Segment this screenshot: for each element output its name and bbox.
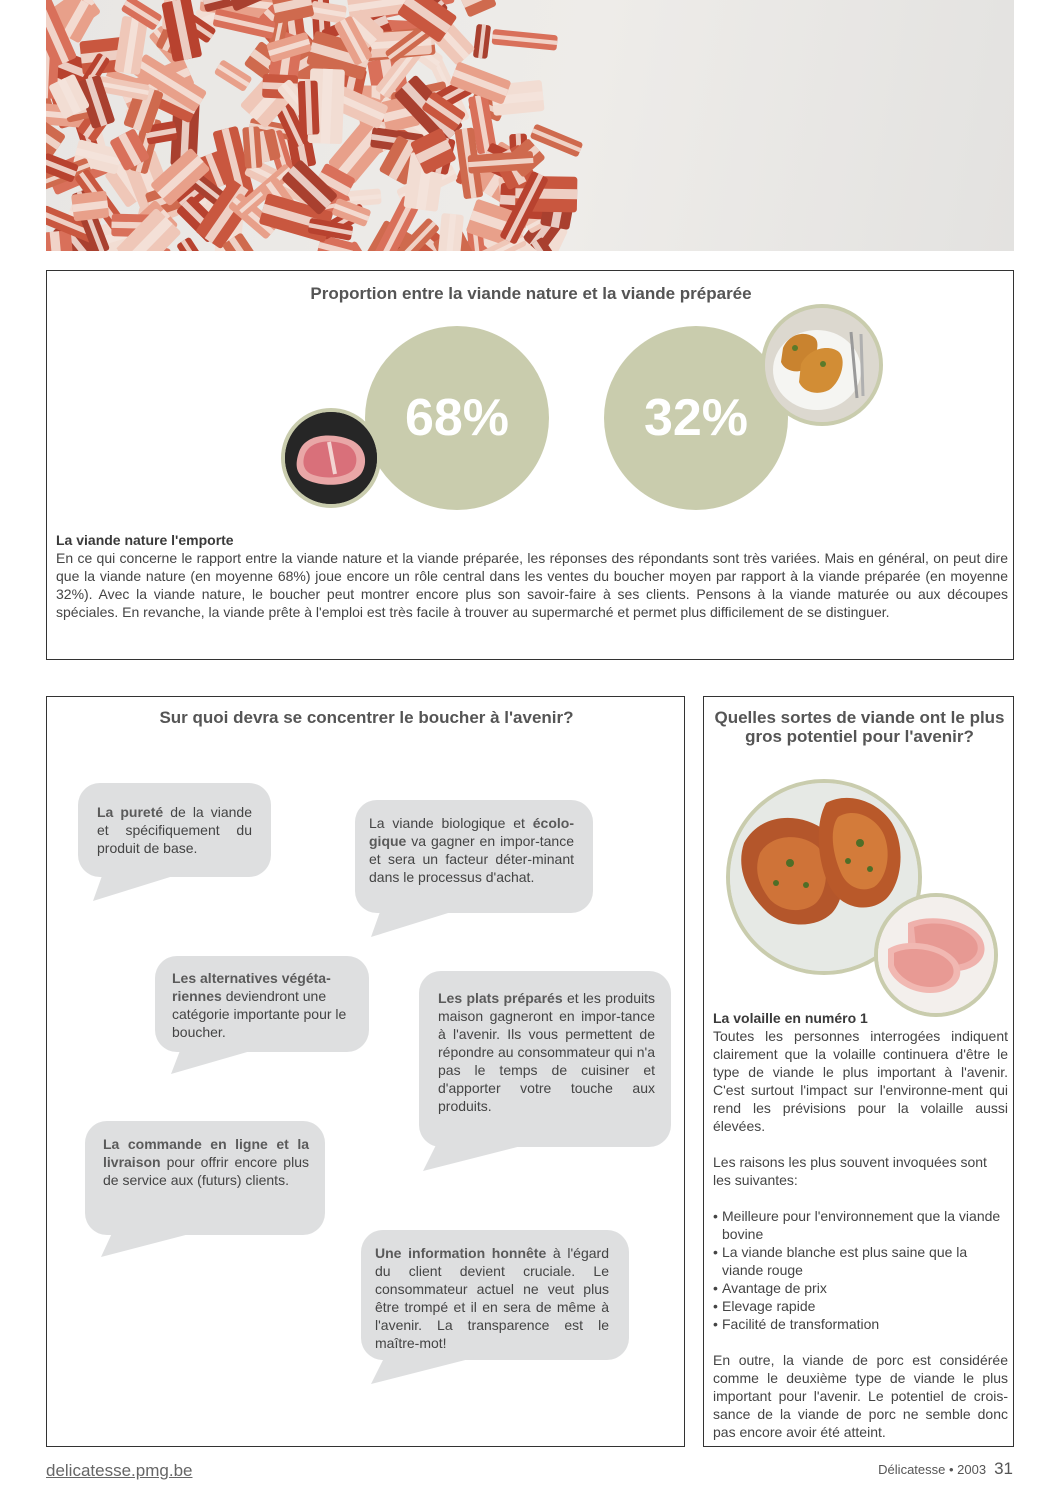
bubble-tail-icon [371,909,461,939]
bubble-text-pre: La viande biologique et [369,815,533,831]
list-item: • Elevage rapide [713,1297,1008,1315]
bubble-text: de la viande et spécifiquement du produit de base. [97,804,252,856]
pork-chop-photo-icon [874,893,998,1017]
bubble-bold: Les alternatives végéta-riennes [172,970,331,1004]
speech-bubble-vegetarian [155,956,369,1052]
bubble-text: va gagner en impor-tance et sera un facteur déter-minant dans le processus d'achat. [369,833,574,885]
potential-paragraph-3: En outre, la viande de porc est considérée comme le deuxième type de viande le plus important pour l'avenir. Le potentiel de crois-sance de la viande de porc ne semble donc pas encore avoir été atteint. [713,1352,1008,1440]
issue-label: Délicatesse • 2003 [878,1462,987,1477]
bacon-photo-icon [46,0,1014,251]
bubble-text: et les produits maison gagneront en impor-tance à l'avenir. Ils vous permettent de répondre au consommateur qui n'a pas le temps de cuisiner et d'apporter votre touche aux produits. [438,990,655,1114]
bubble-bold: La pureté [97,804,164,820]
nature-percent-circle [365,326,549,510]
speech-bubble-honest-info [361,1230,629,1360]
focus-title: Sur quoi devra se concentrer le boucher à l'avenir? [159,708,574,727]
bubble-text: à l'égard du client devient cruciale. Le consommateur actuel ne veut plus être trompé et il en sera de même à l'avenir. La transparence est le maître-mot! [375,1245,609,1351]
hero-bacon-photo [46,0,1014,251]
nature-percent: 68% [404,389,510,447]
prepared-percent: 32% [643,389,749,447]
bubble-tail-icon [101,1231,201,1259]
list-item: • Facilité de transformation [713,1315,1008,1333]
proportion-subhead: La viande nature l'emporte [56,532,234,548]
speech-bubble-purity [78,783,271,877]
reasons-list [713,1207,1008,1333]
potential-text [713,1009,1008,1459]
bubble-bold: écolo-gique [369,815,574,849]
bubble-tail-icon [171,1048,261,1076]
list-item: • La viande blanche est plus saine que la viande rouge [713,1243,1008,1279]
proportion-title: Proportion entre la viande nature et la viande préparée [310,284,752,303]
steak-photo-icon [281,408,381,508]
potential-subhead: La volaille en numéro 1 [713,1010,868,1026]
potential-paragraph-1: Toutes les personnes interrogées indiquent clairement que la volaille continuera d'être le type de viande le plus important à l'avenir. C'est surtout l'impact sur l'environne-ment qui rend les prévisions pour la volaille aussi élevées. [713,1028,1008,1134]
bubble-tail-icon [423,1143,533,1173]
bubble-text: deviendront une catégorie importante pour le boucher. [172,988,347,1040]
bubble-tail-icon [371,1356,481,1386]
bubble-text: pour offrir encore plus de service aux (futurs) clients. [103,1154,309,1188]
potential-paragraph-2: Les raisons les plus souvent invoquées sont les suivantes: [713,1154,987,1188]
schnitzel-photo-icon [761,304,883,426]
bubble-bold: La commande en ligne et la livraison [103,1136,309,1170]
speech-bubble-online-delivery [85,1121,325,1235]
page-number: 31 [994,1459,1013,1478]
page-footer [878,1459,1013,1479]
website-link[interactable]: delicatesse.pmg.be [46,1461,193,1480]
proportion-box [46,270,1014,660]
bubble-bold: Les plats préparés [438,990,563,1006]
proportion-text [56,531,1008,621]
proportion-body: En ce qui concerne le rapport entre la viande nature et la viande préparée, les réponses des répondants sont très variées. Mais en général, on peut dire que la viande nature (en moyenne 68%) joue encore un rôle central dans les ventes du boucher moyen par rapport à la viande préparée (en moyenne 32%). Avec la viande nature, le boucher peut montrer encore plus son savoir-faire à ses clients. Pensons à la viande maturée ou aux découpes spéciales. En revanche, la viande prête à l'emploi est très facile à trouver au supermarché et permet plus difficilement de se distinguer. [56,550,1008,620]
speech-bubble-organic [355,800,593,913]
potential-box [703,696,1014,1447]
potential-title: Quelles sortes de viande ont le plus gros potentiel pour l'avenir? [714,708,1005,746]
prepared-percent-circle [604,326,788,510]
speech-bubble-prepared-dishes [419,971,671,1147]
list-item: • Meilleure pour l'environnement que la viande bovine [713,1207,1008,1243]
bubble-bold: Une information honnête [375,1245,547,1261]
bubble-tail-icon [93,873,183,903]
list-item: • Avantage de prix [713,1279,1008,1297]
focus-box [46,696,685,1447]
